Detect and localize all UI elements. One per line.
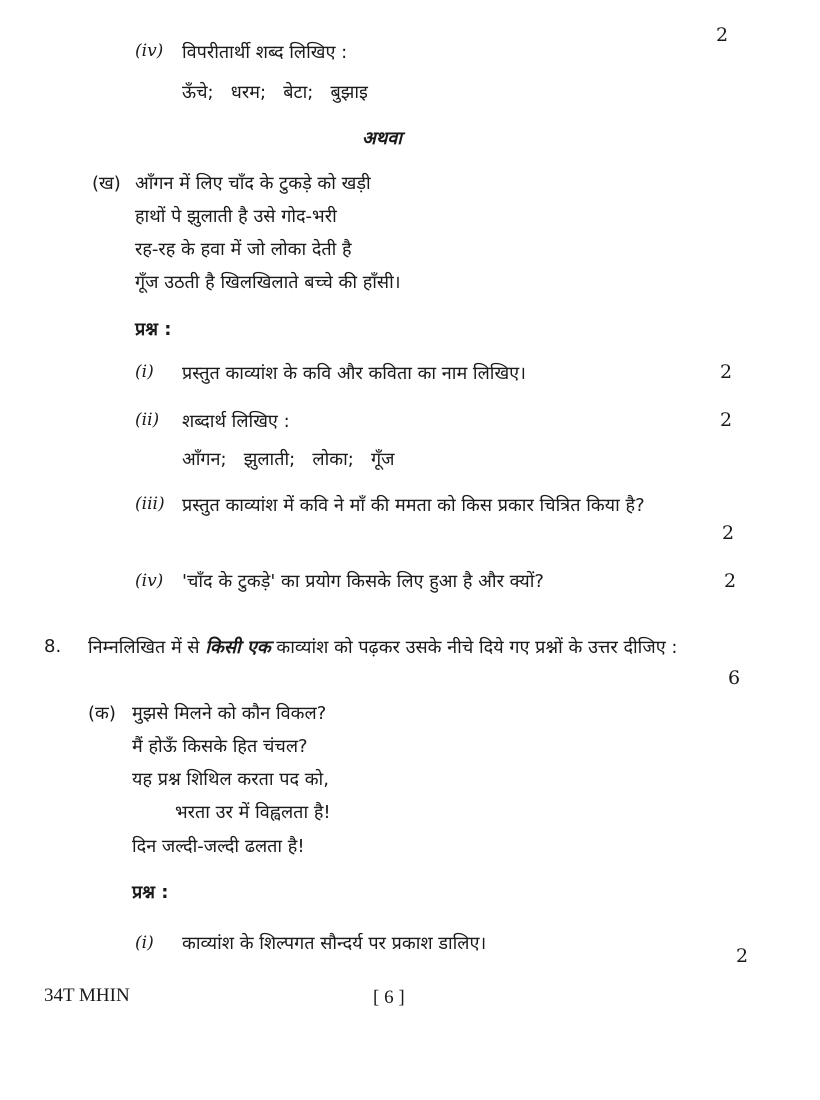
athva-heading: अथवा	[362, 128, 402, 149]
question-number-8: 8.	[44, 636, 62, 657]
word-meaning-list: आँगन; झुलाती; लोका; गूँज	[182, 449, 395, 470]
page-number: [ 6 ]	[373, 987, 405, 1008]
question-number: (i)	[135, 933, 154, 953]
question-8-emphasis: किसी एक	[205, 637, 271, 658]
prashna-label: प्रश्न :	[135, 319, 172, 340]
question-marks: 2	[722, 522, 735, 544]
question-text: शब्दार्थ लिखिए :	[182, 411, 290, 432]
antonym-words: ऊँचे; धरम; बेटा; बुझाइ	[182, 82, 368, 103]
question-marks: 2	[724, 570, 737, 592]
question-8-text	[88, 635, 677, 659]
section-label-kh: (ख)	[92, 173, 121, 194]
poem-line: गूँज उठती है खिलखिलाते बच्चे की हाँसी।	[135, 272, 401, 293]
question-8-text-post: काव्यांश को पढ़कर उसके नीचे दिये गए प्रश्नों के उत्तर दीजिए :	[270, 637, 678, 658]
poem-line: मैं होऊँ किसके हित चंचल?	[132, 736, 308, 757]
paper-code: 34T MHIN	[44, 985, 130, 1006]
question-number: (iv)	[135, 571, 164, 591]
question-text: 'चाँद के टुकड़े' का प्रयोग किसके लिए हुआ है और क्यों?	[182, 571, 544, 592]
poem-line: आँगन में लिए चाँद के टुकड़े को खड़ी	[135, 173, 371, 194]
question-text: प्रस्तुत काव्यांश में कवि ने माँ की ममता को किस प्रकार चित्रित किया है?	[182, 495, 645, 516]
poem-line: यह प्रश्न शिथिल करता पद को,	[132, 769, 329, 790]
question-text: काव्यांश के शिल्पगत सौन्दर्य पर प्रकाश डालिए।	[182, 933, 487, 954]
poem-line: भरता उर में विह्वलता है!	[175, 802, 331, 823]
poem-line: रह-रह के हवा में जो लोका देती है	[135, 239, 352, 260]
prashna-label: प्रश्न :	[132, 882, 169, 903]
poem-line: मुझसे मिलने को कौन विकल?	[132, 703, 327, 724]
question-number-iv-a: (iv)	[135, 41, 164, 61]
question-marks: 2	[720, 409, 733, 431]
section-label-ka: (क)	[88, 703, 116, 724]
question-text-iv-a: विपरीतार्थी शब्द लिखिए :	[182, 42, 348, 63]
question-8-text-pre: निम्नलिखित में से	[88, 637, 206, 658]
question-number: (i)	[135, 362, 154, 382]
page-marks-top: 2	[716, 24, 729, 46]
question-marks: 2	[736, 945, 749, 967]
question-8-marks: 6	[728, 667, 741, 689]
question-number: (iii)	[135, 494, 165, 514]
question-text: प्रस्तुत काव्यांश के कवि और कविता का नाम लिखिए।	[182, 363, 526, 384]
question-marks: 2	[720, 361, 733, 383]
poem-line: दिन जल्दी-जल्दी ढलता है!	[132, 836, 305, 857]
question-number: (ii)	[135, 410, 160, 430]
poem-line: हाथों पे झुलाती है उसे गोद-भरी	[135, 206, 337, 227]
